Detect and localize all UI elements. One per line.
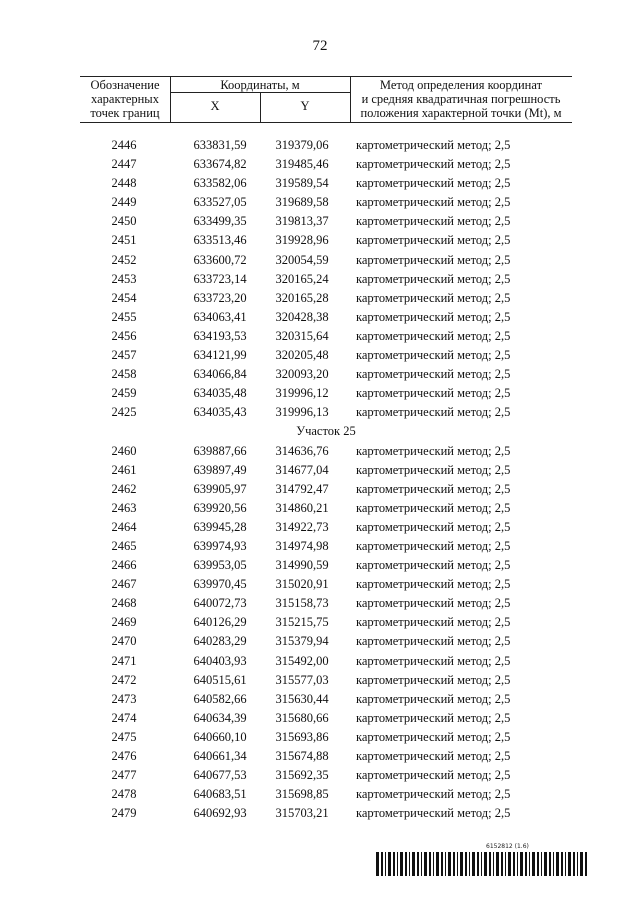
coord-y: 315020,91 bbox=[275, 577, 329, 592]
coord-y: 320205,48 bbox=[275, 348, 329, 363]
table-row bbox=[80, 403, 572, 422]
table-row bbox=[80, 270, 572, 289]
header-y: Y bbox=[300, 99, 310, 113]
method-text: картометрический метод; 2,5 bbox=[356, 729, 511, 744]
barcode-bar bbox=[469, 852, 470, 876]
coord-x: 640072,73 bbox=[193, 596, 247, 611]
coord-y: 319813,37 bbox=[275, 214, 329, 229]
point-id: 2477 bbox=[111, 768, 137, 783]
table-row bbox=[80, 747, 572, 766]
coord-x: 633831,59 bbox=[193, 138, 247, 152]
point-id: 2468 bbox=[111, 596, 137, 611]
coord-y: 315693,86 bbox=[275, 729, 329, 744]
point-id: 2446 bbox=[111, 138, 137, 152]
header-x: X bbox=[210, 99, 220, 113]
table-row bbox=[80, 690, 572, 709]
table-row bbox=[80, 575, 572, 594]
method-text: картометрический метод; 2,5 bbox=[356, 367, 511, 382]
header-method: Метод определения координат и средняя квадратичная погрешность положения характерной точки (Mt), м bbox=[360, 78, 562, 120]
method-text: картометрический метод; 2,5 bbox=[356, 290, 511, 305]
coord-y: 315492,00 bbox=[275, 653, 329, 668]
table-row bbox=[80, 231, 572, 250]
point-id: 2454 bbox=[111, 290, 137, 305]
coord-y: 315630,44 bbox=[275, 691, 329, 706]
table-row bbox=[80, 384, 572, 403]
point-id: 2462 bbox=[111, 481, 137, 496]
coord-x: 634035,48 bbox=[193, 386, 247, 401]
coord-y: 315674,88 bbox=[275, 749, 329, 763]
coord-x: 639905,97 bbox=[193, 481, 247, 496]
method-text: картометрический метод; 2,5 bbox=[356, 271, 511, 286]
barcode-bar bbox=[429, 852, 431, 876]
barcode-bar bbox=[489, 852, 491, 876]
barcode-bar bbox=[577, 852, 578, 876]
table-row bbox=[80, 308, 572, 327]
table-row bbox=[80, 346, 572, 365]
coord-y: 320165,28 bbox=[275, 290, 329, 305]
point-id: 2451 bbox=[111, 233, 137, 248]
barcode-bar bbox=[397, 852, 398, 876]
method-text: картометрический метод; 2,5 bbox=[356, 806, 511, 821]
point-id: 2448 bbox=[111, 176, 137, 191]
coord-x: 640515,61 bbox=[193, 672, 247, 687]
point-id: 2470 bbox=[111, 634, 137, 649]
coord-x: 639953,05 bbox=[193, 558, 247, 573]
coord-x: 639897,49 bbox=[193, 462, 247, 477]
method-text: картометрический метод; 2,5 bbox=[356, 176, 511, 191]
coord-x: 634063,41 bbox=[193, 309, 247, 324]
barcode-bar bbox=[568, 852, 571, 876]
method-text: картометрический метод; 2,5 bbox=[356, 538, 511, 553]
coord-x: 633600,72 bbox=[193, 252, 247, 267]
table-row bbox=[80, 289, 572, 308]
page-number: 72 bbox=[312, 38, 328, 54]
coord-x: 633527,05 bbox=[193, 195, 247, 210]
method-text: картометрический метод; 2,5 bbox=[356, 462, 511, 477]
coord-y: 319996,13 bbox=[275, 405, 329, 420]
barcode-bar bbox=[472, 852, 475, 876]
header-coordinates: Координаты, м bbox=[220, 78, 300, 92]
point-id: 2450 bbox=[111, 214, 137, 229]
table-row bbox=[80, 174, 572, 193]
barcode-bar bbox=[465, 852, 467, 876]
point-id: 2449 bbox=[111, 195, 137, 210]
coord-x: 640634,39 bbox=[193, 710, 247, 725]
point-id: 2453 bbox=[111, 271, 137, 286]
table-row bbox=[80, 442, 572, 461]
header-bottom-rule bbox=[80, 122, 572, 123]
coord-x: 640677,53 bbox=[193, 768, 247, 783]
point-id: 2469 bbox=[111, 615, 137, 630]
coord-y: 314990,59 bbox=[275, 558, 329, 573]
point-id: 2461 bbox=[111, 462, 137, 477]
coord-y: 314792,47 bbox=[275, 481, 329, 496]
method-text: картометрический метод; 2,5 bbox=[356, 787, 511, 802]
table-row bbox=[80, 537, 572, 556]
coord-y: 314860,21 bbox=[275, 500, 329, 515]
point-id: 2457 bbox=[111, 348, 137, 363]
table-row bbox=[80, 594, 572, 613]
method-text: картометрический метод; 2,5 bbox=[356, 309, 511, 324]
point-id: 2471 bbox=[111, 653, 137, 668]
table-row bbox=[80, 613, 572, 632]
barcode-bar bbox=[561, 852, 563, 876]
point-id: 2425 bbox=[111, 405, 137, 420]
barcode-bar bbox=[433, 852, 434, 876]
coord-y: 315379,94 bbox=[275, 634, 329, 649]
coord-y: 319689,58 bbox=[275, 195, 329, 210]
method-text: картометрический метод; 2,5 bbox=[356, 710, 511, 725]
point-id: 2460 bbox=[111, 443, 137, 458]
table-row bbox=[80, 671, 572, 690]
barcode-bar bbox=[388, 852, 391, 876]
barcode-bar bbox=[565, 852, 566, 876]
coord-x: 639970,45 bbox=[193, 577, 247, 592]
barcode-bar bbox=[417, 852, 419, 876]
table-row bbox=[80, 632, 572, 651]
method-text: картометрический метод; 2,5 bbox=[356, 519, 511, 534]
barcode-bar bbox=[513, 852, 515, 876]
coord-y: 315215,75 bbox=[275, 615, 329, 630]
table-row bbox=[80, 766, 572, 785]
barcode-bar bbox=[412, 852, 415, 876]
coord-y: 319485,46 bbox=[275, 157, 329, 172]
barcode-image bbox=[376, 852, 588, 876]
coord-y: 314922,73 bbox=[275, 519, 329, 534]
barcode-bar bbox=[460, 852, 463, 876]
barcode-bar bbox=[481, 852, 482, 876]
barcode-bar bbox=[529, 852, 530, 876]
point-id: 2455 bbox=[111, 309, 137, 324]
coord-y: 319379,06 bbox=[275, 138, 329, 152]
barcode-bar bbox=[508, 852, 511, 876]
method-text: картометрический метод; 2,5 bbox=[356, 138, 511, 152]
table-row bbox=[80, 652, 572, 671]
coord-x: 640692,93 bbox=[193, 806, 247, 821]
table-row bbox=[80, 251, 572, 270]
coord-y: 320165,24 bbox=[275, 271, 329, 286]
point-id: 2475 bbox=[111, 729, 137, 744]
coord-x: 640660,10 bbox=[193, 729, 247, 744]
coord-x: 640403,93 bbox=[193, 653, 247, 668]
table-row bbox=[80, 461, 572, 480]
barcode-bar bbox=[381, 852, 383, 876]
method-text: картометрический метод; 2,5 bbox=[356, 328, 511, 343]
table-row bbox=[80, 327, 572, 346]
coord-x: 634193,53 bbox=[193, 328, 247, 343]
method-text: картометрический метод; 2,5 bbox=[356, 653, 511, 668]
point-id: 2456 bbox=[111, 328, 137, 343]
barcode-bar bbox=[501, 852, 503, 876]
method-text: картометрический метод; 2,5 bbox=[356, 386, 511, 401]
barcode-bar bbox=[448, 852, 451, 876]
table-body bbox=[80, 136, 572, 823]
point-id: 2473 bbox=[111, 691, 137, 706]
coord-x: 640683,51 bbox=[193, 787, 247, 802]
coord-x: 633674,82 bbox=[193, 157, 247, 172]
barcode-bar bbox=[556, 852, 559, 876]
point-id: 2447 bbox=[111, 157, 137, 172]
coord-y: 319589,54 bbox=[275, 176, 329, 191]
barcode-bar bbox=[409, 852, 410, 876]
coord-x: 639945,28 bbox=[193, 519, 247, 534]
barcode-bar bbox=[453, 852, 455, 876]
point-id: 2464 bbox=[111, 519, 137, 534]
section-heading: Участок 25 bbox=[296, 424, 356, 439]
barcode-bar bbox=[505, 852, 506, 876]
coord-x: 633513,46 bbox=[193, 233, 247, 248]
barcode-bar bbox=[580, 852, 583, 876]
barcode-bar bbox=[441, 852, 443, 876]
method-text: картометрический метод; 2,5 bbox=[356, 691, 511, 706]
method-text: картометрический метод; 2,5 bbox=[356, 195, 511, 210]
barcode-bar bbox=[520, 852, 523, 876]
point-id: 2476 bbox=[111, 749, 137, 763]
method-text: картометрический метод; 2,5 bbox=[356, 443, 511, 458]
method-text: картометрический метод; 2,5 bbox=[356, 577, 511, 592]
coord-y: 320315,64 bbox=[275, 328, 329, 343]
coord-x: 633723,20 bbox=[193, 290, 247, 305]
coord-x: 634066,84 bbox=[193, 367, 247, 382]
method-text: картометрический метод; 2,5 bbox=[356, 634, 511, 649]
table-row bbox=[80, 518, 572, 537]
method-text: картометрический метод; 2,5 bbox=[356, 615, 511, 630]
coord-y: 315577,03 bbox=[275, 672, 329, 687]
coord-x: 640661,34 bbox=[193, 749, 247, 763]
coord-y: 314636,76 bbox=[275, 443, 329, 458]
method-text: картометрический метод; 2,5 bbox=[356, 214, 511, 229]
coord-y: 320428,38 bbox=[275, 309, 329, 324]
coord-y: 315698,85 bbox=[275, 787, 329, 802]
method-text: картометрический метод; 2,5 bbox=[356, 157, 511, 172]
point-id: 2452 bbox=[111, 252, 137, 267]
method-text: картометрический метод; 2,5 bbox=[356, 558, 511, 573]
coord-y: 320054,59 bbox=[275, 252, 329, 267]
point-id: 2459 bbox=[111, 386, 137, 401]
coord-y: 319996,12 bbox=[275, 386, 329, 401]
point-id: 2474 bbox=[111, 710, 137, 725]
coord-x: 633723,14 bbox=[193, 271, 247, 286]
point-id: 2466 bbox=[111, 558, 137, 573]
barcode-bar bbox=[585, 852, 587, 876]
barcode-caption: 6152812 (1.6) bbox=[486, 843, 529, 850]
table-row bbox=[80, 804, 572, 823]
point-id: 2465 bbox=[111, 538, 137, 553]
coord-x: 633582,06 bbox=[193, 176, 247, 191]
coord-x: 639920,56 bbox=[193, 500, 247, 515]
barcode-bar bbox=[496, 852, 499, 876]
coord-y: 315158,73 bbox=[275, 596, 329, 611]
coord-x: 639974,93 bbox=[193, 538, 247, 553]
header-point-designation: Обозначение характерных точек границ bbox=[90, 78, 160, 120]
coord-x: 640582,66 bbox=[193, 691, 247, 706]
table-row bbox=[80, 212, 572, 231]
coord-y: 314677,04 bbox=[275, 462, 329, 477]
coord-y: 315680,66 bbox=[275, 710, 329, 725]
method-text: картометрический метод; 2,5 bbox=[356, 672, 511, 687]
barcode-bar bbox=[532, 852, 535, 876]
barcode-bar bbox=[541, 852, 542, 876]
barcode-bar bbox=[424, 852, 427, 876]
coord-y: 320093,20 bbox=[275, 367, 329, 382]
header-top-rule bbox=[80, 76, 572, 77]
barcode-bar bbox=[421, 852, 422, 876]
barcode-bar bbox=[544, 852, 547, 876]
table-row bbox=[80, 365, 572, 384]
method-text: картометрический метод; 2,5 bbox=[356, 596, 511, 611]
coord-y: 314974,98 bbox=[275, 538, 329, 553]
table-row bbox=[80, 136, 572, 155]
method-text: картометрический метод; 2,5 bbox=[356, 500, 511, 515]
method-text: картометрический метод; 2,5 bbox=[356, 768, 511, 783]
barcode-bar bbox=[484, 852, 487, 876]
table-row bbox=[80, 709, 572, 728]
point-id: 2463 bbox=[111, 500, 137, 515]
barcode-bar bbox=[517, 852, 518, 876]
barcode-bar bbox=[445, 852, 446, 876]
coord-x: 640283,29 bbox=[193, 634, 247, 649]
barcode-bar bbox=[537, 852, 539, 876]
barcode-bar bbox=[376, 852, 379, 876]
barcode-bar bbox=[553, 852, 554, 876]
method-text: картометрический метод; 2,5 bbox=[356, 481, 511, 496]
barcode-bar bbox=[457, 852, 458, 876]
barcode-bar bbox=[436, 852, 439, 876]
method-text: картометрический метод; 2,5 bbox=[356, 252, 511, 267]
method-text: картометрический метод; 2,5 bbox=[356, 749, 511, 763]
method-text: картометрический метод; 2,5 bbox=[356, 405, 511, 420]
barcode-bar bbox=[405, 852, 407, 876]
barcode-bar bbox=[573, 852, 575, 876]
point-id: 2479 bbox=[111, 806, 137, 821]
barcode-bar bbox=[493, 852, 494, 876]
point-id: 2467 bbox=[111, 577, 137, 592]
barcode-bar bbox=[393, 852, 395, 876]
table-row bbox=[80, 155, 572, 174]
barcode-bar bbox=[549, 852, 551, 876]
table-row bbox=[80, 499, 572, 518]
coord-y: 315703,21 bbox=[275, 806, 329, 821]
coord-x: 633499,35 bbox=[193, 214, 247, 229]
coord-x: 634035,43 bbox=[193, 405, 247, 420]
coord-x: 639887,66 bbox=[193, 443, 247, 458]
coord-y: 315692,35 bbox=[275, 768, 329, 783]
table-header bbox=[80, 76, 572, 123]
method-text: картометрический метод; 2,5 bbox=[356, 348, 511, 363]
barcode-bar bbox=[400, 852, 403, 876]
coord-y: 319928,96 bbox=[275, 233, 329, 248]
barcode-bar bbox=[525, 852, 527, 876]
method-text: картометрический метод; 2,5 bbox=[356, 233, 511, 248]
barcode-bar bbox=[477, 852, 479, 876]
point-id: 2478 bbox=[111, 787, 137, 802]
table-row bbox=[80, 480, 572, 499]
barcode-bar bbox=[385, 852, 386, 876]
point-id: 2472 bbox=[111, 672, 137, 687]
table-row bbox=[80, 785, 572, 804]
table-row bbox=[80, 556, 572, 575]
point-id: 2458 bbox=[111, 367, 137, 382]
table-row bbox=[80, 728, 572, 747]
table-row bbox=[80, 193, 572, 212]
coord-x: 634121,99 bbox=[193, 348, 247, 363]
coord-x: 640126,29 bbox=[193, 615, 247, 630]
